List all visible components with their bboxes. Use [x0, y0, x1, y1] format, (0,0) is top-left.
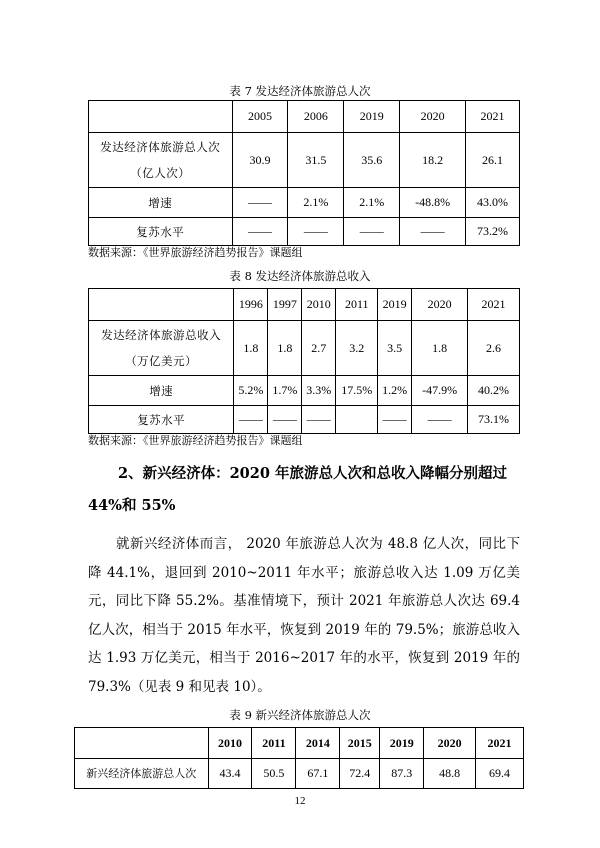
table9-caption: 表 9 新兴经济体旅游总人次	[229, 708, 371, 722]
table7-cell: 2.1%	[344, 188, 400, 218]
table8-cell: 1.7%	[268, 376, 302, 406]
table8-cell: 2.6	[468, 321, 520, 376]
section-paragraph: 就新兴经济体而言， 2020 年旅游总人次为 48.8 亿人次，同比下降 44.1%，退回到 2010~2011 年水平；旅游总收入达 1.09 万亿美元，同比下降 55.2%。基准情境下，预计 2021 年旅游总人次达 69.4 亿人次，相当于 2015 年水平，恢复到 2019 年的 79.5%；旅游总收入达 1.93 万亿美元，相当于 2016~2017 年的水平，恢复到 2019 年的 79.3%（见表 9 和见表 10）。	[88, 536, 520, 695]
table8-cell: 1.8	[268, 321, 302, 376]
table7-caption: 表 7 发达经济体旅游总人次	[229, 84, 371, 98]
section-heading: 2、新兴经济体：2020 年旅游总人次和总收入降幅分别超过 44%和 55%	[88, 465, 507, 514]
table8-cell: 17.5%	[336, 376, 378, 406]
table8-row-label: 增速	[89, 376, 234, 406]
table7-cell: ——	[400, 218, 466, 246]
table8-caption: 表 8 发达经济体旅游总收入	[229, 269, 371, 283]
table7-cell: 43.0%	[466, 188, 520, 218]
table7-year: 2020	[400, 101, 466, 133]
table8-cell: 73.1%	[468, 406, 520, 434]
table7-row-growth	[89, 188, 520, 218]
table7-source: 数据来源：《世界旅游经济趋势报告》课题组	[88, 246, 303, 259]
table8-source: 数据来源：《世界旅游经济趋势报告》课题组	[88, 434, 303, 447]
table8	[88, 288, 520, 434]
table8-cell: ——	[412, 406, 468, 434]
table8-cell: 1.8	[412, 321, 468, 376]
table8-year: 2020	[412, 289, 468, 321]
table7-cell: ——	[288, 218, 344, 246]
table8-year: 1996	[234, 289, 268, 321]
table7-cell: 26.1	[466, 133, 520, 188]
table9-year: 2015	[340, 728, 380, 759]
table7-corner-cell	[89, 101, 233, 133]
table7-year: 2006	[288, 101, 344, 133]
table8-row-total	[89, 321, 520, 376]
table7-row-recovery	[89, 218, 520, 246]
table8-row-label-line2: （万亿美元）	[125, 354, 198, 368]
table8-cell: ——	[268, 406, 302, 434]
table7	[88, 100, 520, 246]
table7-cell: 35.6	[344, 133, 400, 188]
table9-year: 2010	[208, 728, 252, 759]
table7-row-label-line2: （亿人次）	[130, 166, 191, 180]
table8-cell	[336, 406, 378, 434]
table8-cell: ——	[378, 406, 412, 434]
table9-row-label: 新兴经济体旅游总人次	[75, 759, 209, 789]
table7-cell: 31.5	[288, 133, 344, 188]
table7-row-label	[89, 133, 233, 188]
table8-cell: 3.2	[336, 321, 378, 376]
table8-header-row	[89, 289, 520, 321]
page-number: 12	[294, 795, 306, 807]
table7-cell: ——	[232, 218, 288, 246]
table8-cell: -47.9%	[412, 376, 468, 406]
table8-row-recovery	[89, 406, 520, 434]
table7-row-label: 增速	[89, 188, 233, 218]
table8-cell: ——	[302, 406, 336, 434]
table7-cell: 2.1%	[288, 188, 344, 218]
table8-row-label-line1: 发达经济体旅游总收入	[101, 328, 222, 342]
table8-year: 2010	[302, 289, 336, 321]
table8-year: 2019	[378, 289, 412, 321]
table9-row-total	[75, 759, 524, 789]
table9-cell: 43.4	[208, 759, 252, 789]
table9-year: 2021	[476, 728, 524, 759]
table7-cell: 18.2	[400, 133, 466, 188]
table9-year: 2020	[424, 728, 476, 759]
table7-cell: ——	[344, 218, 400, 246]
table8-cell: 5.2%	[234, 376, 268, 406]
table8-cell: 3.3%	[302, 376, 336, 406]
table8-year: 1997	[268, 289, 302, 321]
table8-cell: 3.5	[378, 321, 412, 376]
table8-corner-cell	[89, 289, 234, 321]
table7-row-label-line1: 发达经济体旅游总人次	[100, 140, 221, 154]
table8-year: 2011	[336, 289, 378, 321]
table9	[74, 727, 524, 789]
table9-cell: 69.4	[476, 759, 524, 789]
table7-cell: -48.8%	[400, 188, 466, 218]
table7-year: 2019	[344, 101, 400, 133]
table9-cell: 67.1	[296, 759, 340, 789]
table7-year: 2005	[232, 101, 288, 133]
table7-row-total	[89, 133, 520, 188]
table8-row-label	[89, 321, 234, 376]
table8-cell: 1.8	[234, 321, 268, 376]
table7-cell: 73.2%	[466, 218, 520, 246]
table8-cell: 2.7	[302, 321, 336, 376]
table9-year: 2014	[296, 728, 340, 759]
table9-cell: 87.3	[380, 759, 424, 789]
table9-corner-cell	[75, 728, 209, 759]
table8-year: 2021	[468, 289, 520, 321]
table7-row-label: 复苏水平	[89, 218, 233, 246]
table8-cell: 40.2%	[468, 376, 520, 406]
table9-cell: 48.8	[424, 759, 476, 789]
table8-row-label: 复苏水平	[89, 406, 234, 434]
table8-row-growth	[89, 376, 520, 406]
table7-year: 2021	[466, 101, 520, 133]
table7-cell: 30.9	[232, 133, 288, 188]
table9-cell: 50.5	[252, 759, 296, 789]
table7-header-row	[89, 101, 520, 133]
table9-cell: 72.4	[340, 759, 380, 789]
table9-year: 2019	[380, 728, 424, 759]
table9-year: 2011	[252, 728, 296, 759]
table8-cell: ——	[234, 406, 268, 434]
table7-cell: ——	[232, 188, 288, 218]
table9-header-row	[75, 728, 524, 759]
table8-cell: 1.2%	[378, 376, 412, 406]
